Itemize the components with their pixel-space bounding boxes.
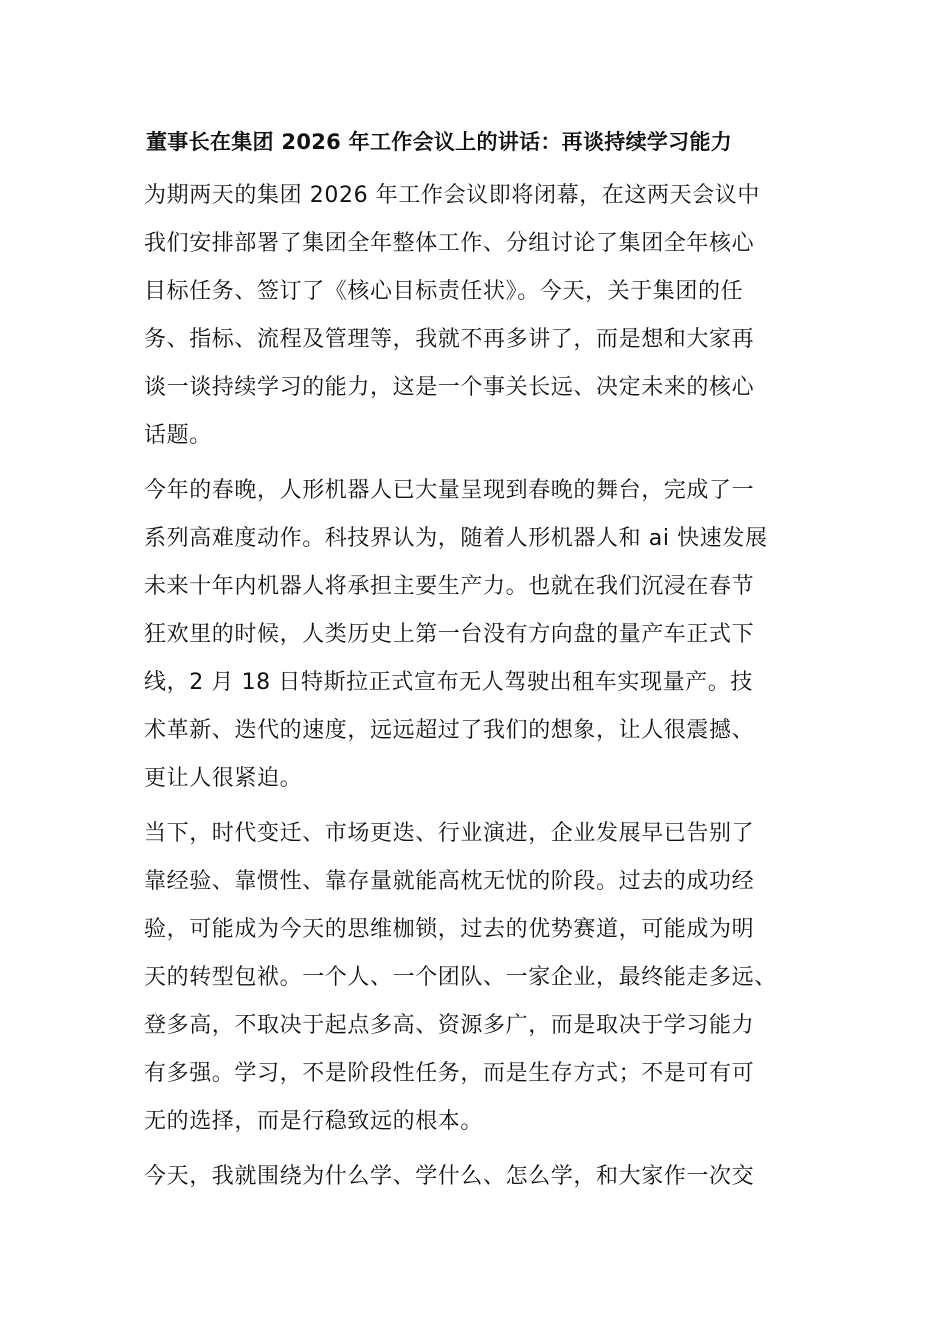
paragraph-2-line-1: 今年的春晚，人形机器人已大量呈现到春晚的舞台，完成了一 [144,478,755,503]
paragraph-2-line-4: 狂欢里的时候，人类历史上第一台没有方向盘的量产车正式下 [144,622,755,647]
paragraph-2-line-7: 更让人很紧迫。 [144,766,303,791]
paragraph-3-line-6: 有多强。学习，不是阶段性任务，而是生存方式；不是可有可 [144,1061,755,1086]
paragraph-3-line-5: 登多高，不取决于起点多高、资源多广，而是取决于学习能力 [144,1013,755,1038]
paragraph-3-line-2: 靠经验、靠惯性、靠存量就能高枕无忧的阶段。过去的成功经 [144,869,755,894]
paragraph-3-line-3: 验，可能成为今天的思维枷锁，过去的优势赛道，可能成为明 [144,917,755,942]
paragraph-1-line-3: 目标任务、签订了《核心目标责任状》。今天，关于集团的任 [144,279,744,304]
paragraph-1-line-6: 话题。 [144,423,212,448]
paragraph-3-line-1: 当下，时代变迁、市场更迭、行业演进，企业发展早已告别了 [144,821,755,846]
paragraph-3-line-4: 天的转型包袱。一个人、一个团队、一家企业，最终能走多远、 [144,965,777,990]
paragraph-1-line-4: 务、指标、流程及管理等，我就不再多讲了，而是想和大家再 [144,327,755,352]
paragraph-4-line-1: 今天，我就围绕为什么学、学什么、怎么学，和大家作一次交 [144,1164,755,1189]
paragraph-1-line-1: 为期两天的集团 2026 年工作会议即将闭幕，在这两天会议中 [144,183,760,208]
paragraph-3-line-7: 无的选择，而是行稳致远的根本。 [144,1109,484,1134]
paragraph-2-line-3: 未来十年内机器人将承担主要生产力。也就在我们沉浸在春节 [144,574,755,599]
paragraph-2-line-2: 系列高难度动作。科技界认为，随着人形机器人和 ai 快速发展 [144,526,768,551]
paragraph-2-line-5: 线，2 月 18 日特斯拉正式宣布无人驾驶出租车实现量产。技 [144,670,753,695]
document-title: 董事长在集团 2026 年工作会议上的讲话：再谈持续学习能力 [146,130,733,154]
paragraph-1-line-5: 谈一谈持续学习的能力，这是一个事关长远、决定未来的核心 [144,375,755,400]
paragraph-1-line-2: 我们安排部署了集团全年整体工作、分组讨论了集团全年核心 [144,231,755,256]
paragraph-2-line-6: 术革新、迭代的速度，远远超过了我们的想象，让人很震撼、 [144,718,755,743]
